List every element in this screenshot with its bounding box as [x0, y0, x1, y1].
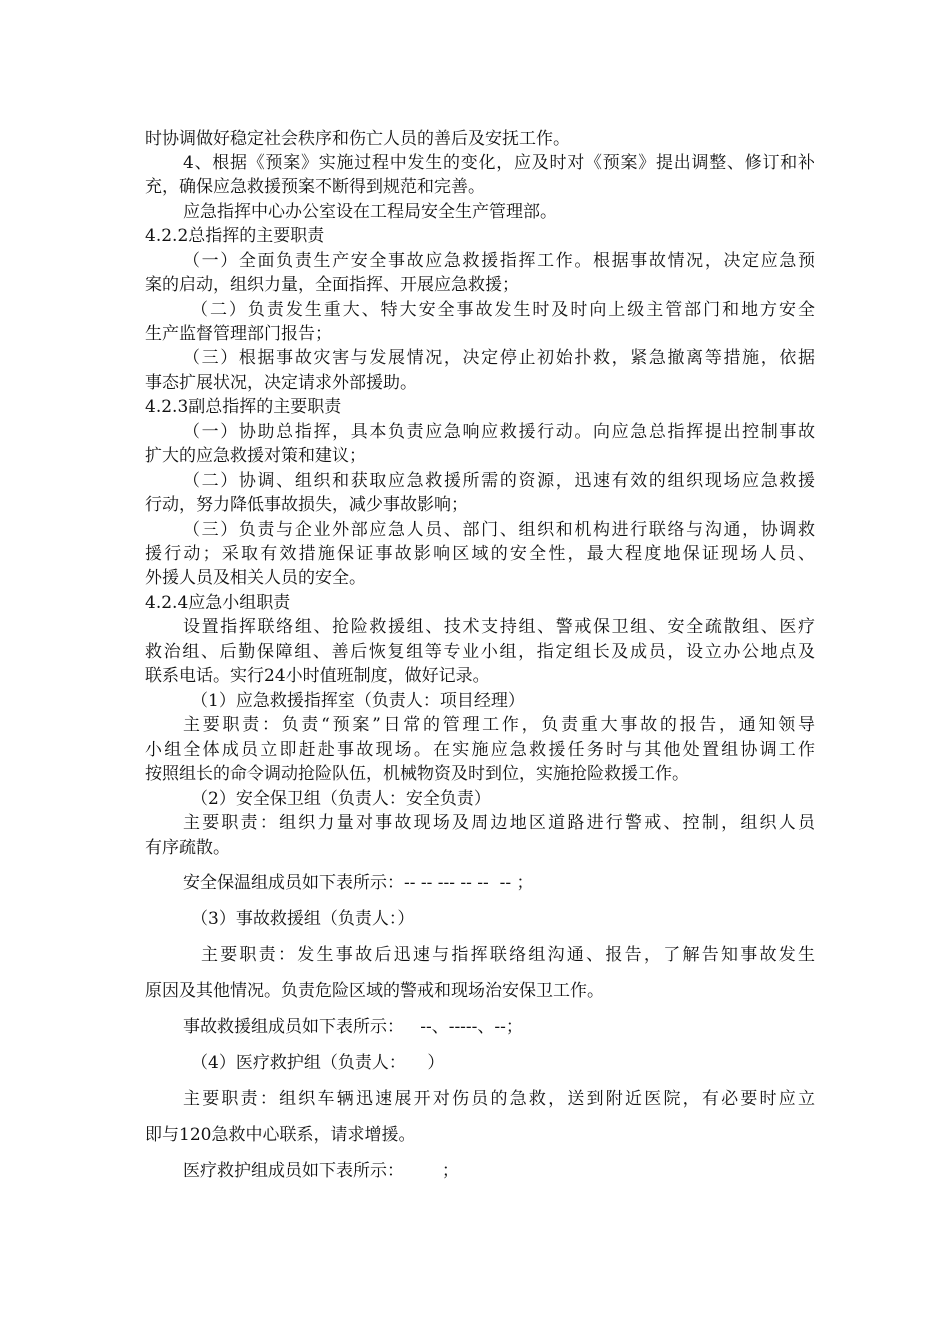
paragraph-line: （三）负责与企业外部应急人员、部门、组织和机构进行联络与沟通，协调救: [183, 520, 815, 540]
paragraph-line: （3）事故救援组（负责人：）: [191, 909, 415, 929]
paragraph-line: 即与120急救中心联系，请求增援。: [145, 1125, 416, 1145]
paragraph-line: 事态扩展状况，决定请求外部援助。: [145, 373, 417, 393]
paragraph-line: （1）应急救援指挥室（负责人：项目经理）: [191, 691, 525, 711]
paragraph-line: 有序疏散。: [145, 838, 230, 858]
paragraph-line: 联系电话。实行24小时值班制度，做好记录。: [145, 666, 490, 686]
paragraph-line: 设置指挥联络组、抢险救援组、技术支持组、警戒保卫组、安全疏散组、医疗: [183, 617, 815, 637]
paragraph-line: 安全保温组成员如下表所示：-- -- --- -- -- -- ；: [183, 873, 534, 893]
paragraph-line: 时协调做好稳定社会秩序和伤亡人员的善后及安抚工作。: [145, 129, 570, 149]
paragraph-line: （一）协助总指挥，具本负责应急响应救援行动。向应急总指挥提出控制事故: [183, 422, 815, 442]
paragraph-line: 充，确保应急救援预案不断得到规范和完善。: [145, 177, 485, 197]
paragraph-line: （二）协调、组织和获取应急救援所需的资源，迅速有效的组织现场应急救援: [183, 471, 815, 491]
paragraph-line: 行动，努力降低事故损失，减少事故影响；: [145, 495, 468, 515]
paragraph-line: （2）安全保卫组（负责人：安全负责）: [191, 789, 491, 809]
paragraph-line: 按照组长的命令调动抢险队伍，机械物资及时到位，实施抢险救援工作。: [145, 764, 689, 784]
paragraph-line: 扩大的应急救援对策和建议；: [145, 446, 366, 466]
paragraph-line: 主要职责：组织车辆迅速展开对伤员的急救，送到附近医院，有必要时应立: [183, 1089, 815, 1109]
paragraph-line: （4）医疗救护组（负责人： ）: [191, 1053, 445, 1073]
paragraph-line: （三）根据事故灾害与发展情况，决定停止初始扑救，紧急撤离等措施，依据: [183, 348, 815, 368]
paragraph-line: 4、根据《预案》实施过程中发生的变化，应及时对《预案》提出调整、修订和补: [183, 153, 815, 173]
paragraph-line: 外援人员及相关人员的安全。: [145, 568, 366, 588]
paragraph-line: 医疗救护组成员如下表所示： ；: [183, 1161, 459, 1181]
paragraph-line: （二）负责发生重大、特大安全事故发生时及时向上级主管部门和地方安全: [191, 300, 815, 320]
paragraph-line: （一）全面负责生产安全事故应急救援指挥工作。根据事故情况，决定应急预: [183, 251, 815, 271]
section-heading: 4.2.4应急小组职责: [145, 593, 291, 613]
paragraph-line: 主要职责：组织力量对事故现场及周边地区道路进行警戒、控制，组织人员: [183, 813, 815, 833]
paragraph-line: 援行动；采取有效措施保证事故影响区域的安全性，最大程度地保证现场人员、: [145, 544, 815, 564]
paragraph-line: 主要职责：发生事故后迅速与指挥联络组沟通、报告，了解告知事故发生: [201, 945, 815, 965]
paragraph-line: 应急指挥中心办公室设在工程局安全生产管理部。: [183, 202, 557, 222]
section-heading: 4.2.3副总指挥的主要职责: [145, 397, 342, 417]
paragraph-line: 主要职责：负责“预案”日常的管理工作，负责重大事故的报告，通知领导: [183, 715, 815, 735]
paragraph-line: 生产监督管理部门报告；: [145, 324, 332, 344]
section-heading: 4.2.2总指挥的主要职责: [145, 226, 325, 246]
paragraph-line: 原因及其他情况。负责危险区域的警戒和现场治安保卫工作。: [145, 981, 604, 1001]
paragraph-line: 小组全体成员立即赶赴事故现场。在实施应急救援任务时与其他处置组协调工作: [145, 740, 815, 760]
paragraph-line: 救治组、后勤保障组、善后恢复组等专业小组，指定组长及成员，设立办公地点及: [145, 642, 815, 662]
paragraph-line: 案的启动，组织力量，全面指挥、开展应急救援；: [145, 275, 519, 295]
paragraph-line: 事故救援组成员如下表所示： --、-----、--；: [183, 1017, 523, 1037]
